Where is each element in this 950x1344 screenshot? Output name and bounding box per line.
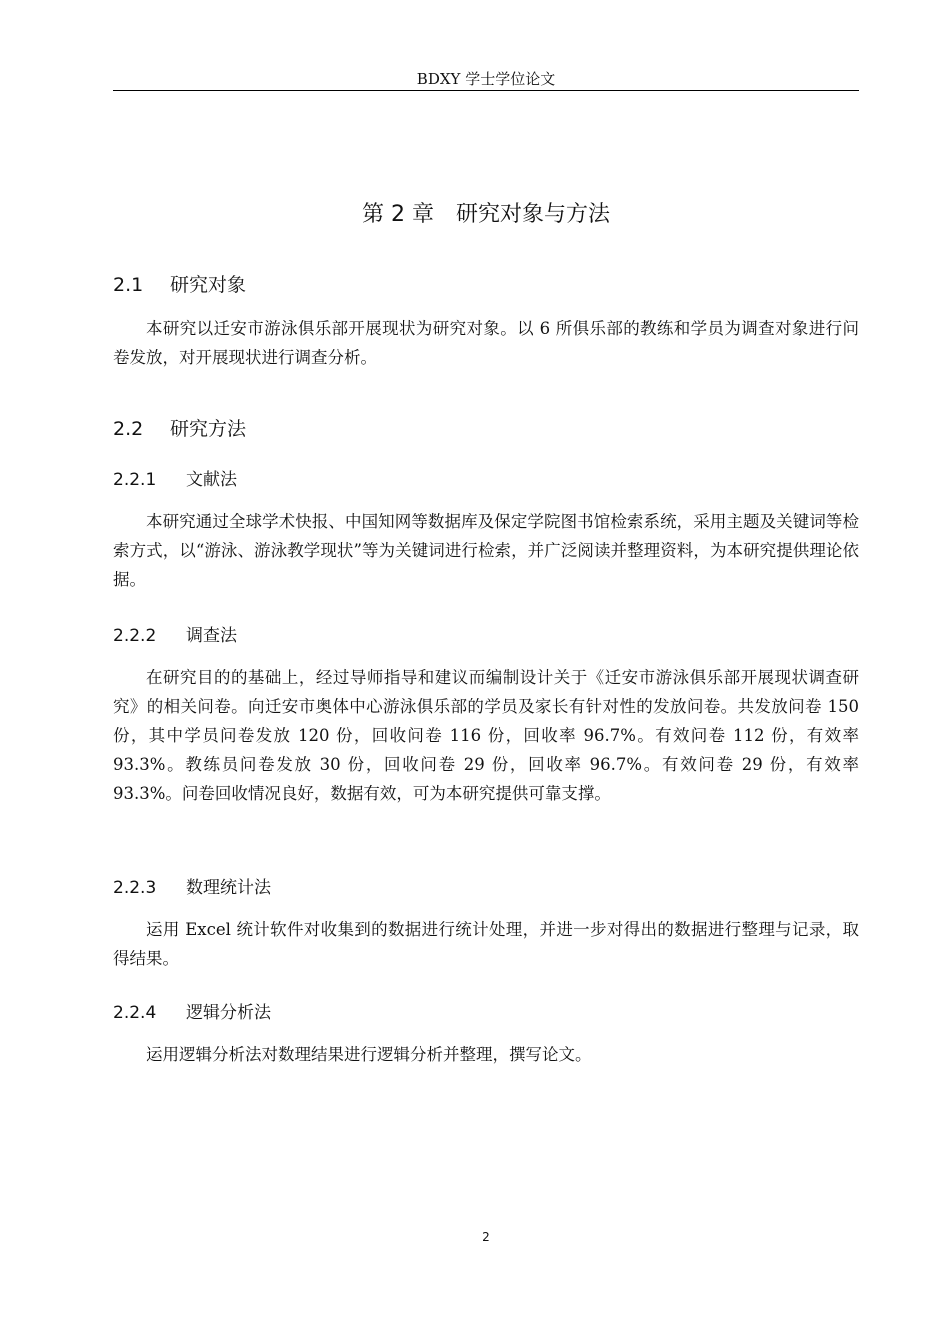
subsection-2-2-3-paragraph: 运用 Excel 统计软件对收集到的数据进行统计处理，并进一步对得出的数据进行整理与记录，取得结果。 xyxy=(113,920,859,968)
page-number: 2 xyxy=(482,1230,490,1244)
subsection-2-2-2-paragraph: 在研究目的的基础上，经过导师指导和建议而编制设计关于《迁安市游泳俱乐部开展现状调查研究》的相关问卷。向迁安市奥体中心游泳俱乐部的学员及家长有针对性的发放问卷。共发放问卷 150 份，其中学员问卷发放 120 份，回收问卷 116 份，回收率 96.7%。有效问卷 112 份，有效率 93.3%。教练员问卷发放 30 份，回收问卷 29 份，回收率 96.7%。有效问卷 29 份，有效率 93.3%。问卷回收情况良好，数据有效，可为本研究提供可靠支撑。 xyxy=(113,668,859,803)
subsection-title: 逻辑分析法 xyxy=(186,1003,271,1023)
subsection-heading-2-2-4 xyxy=(113,1000,271,1026)
section-2-1-paragraph: 本研究以迁安市游泳俱乐部开展现状为研究对象。以 6 所俱乐部的教练和学员为调查对象进行问卷发放，对开展现状进行调查分析。 xyxy=(113,319,859,367)
subsection-heading-2-2-1 xyxy=(113,467,237,493)
section-title: 研究对象 xyxy=(170,274,247,296)
subsection-title: 数理统计法 xyxy=(186,878,271,898)
section-number: 2.2 xyxy=(113,418,144,440)
section-number: 2.1 xyxy=(113,274,144,296)
subsection-number: 2.2.4 xyxy=(113,1003,157,1023)
header-rule xyxy=(113,90,859,91)
subsection-number: 2.2.1 xyxy=(113,470,157,490)
subsection-heading-2-2-2 xyxy=(113,623,237,649)
chapter-title-text: 研究对象与方法 xyxy=(455,202,610,227)
section-heading-2-1 xyxy=(113,271,246,299)
chapter-title xyxy=(113,198,859,232)
chapter-number: 第 2 章 xyxy=(362,202,434,227)
subsection-title: 文献法 xyxy=(186,470,237,490)
subsection-number: 2.2.3 xyxy=(113,878,157,898)
subsection-2-2-4-paragraph: 运用逻辑分析法对数理结果进行逻辑分析并整理，撰写论文。 xyxy=(146,1045,592,1064)
subsection-heading-2-2-3 xyxy=(113,875,271,901)
section-heading-2-2 xyxy=(113,415,246,443)
subsection-2-2-1-paragraph: 本研究通过全球学术快报、中国知网等数据库及保定学院图书馆检索系统，采用主题及关键词等检索方式，以“游泳、游泳教学现状”等为关键词进行检索，并广泛阅读并整理资料，为本研究提供理论依据。 xyxy=(113,512,859,589)
subsection-title: 调查法 xyxy=(186,626,237,646)
section-title: 研究方法 xyxy=(170,418,247,440)
subsection-number: 2.2.2 xyxy=(113,626,157,646)
running-header: BDXY 学士学位论文 xyxy=(416,70,556,88)
